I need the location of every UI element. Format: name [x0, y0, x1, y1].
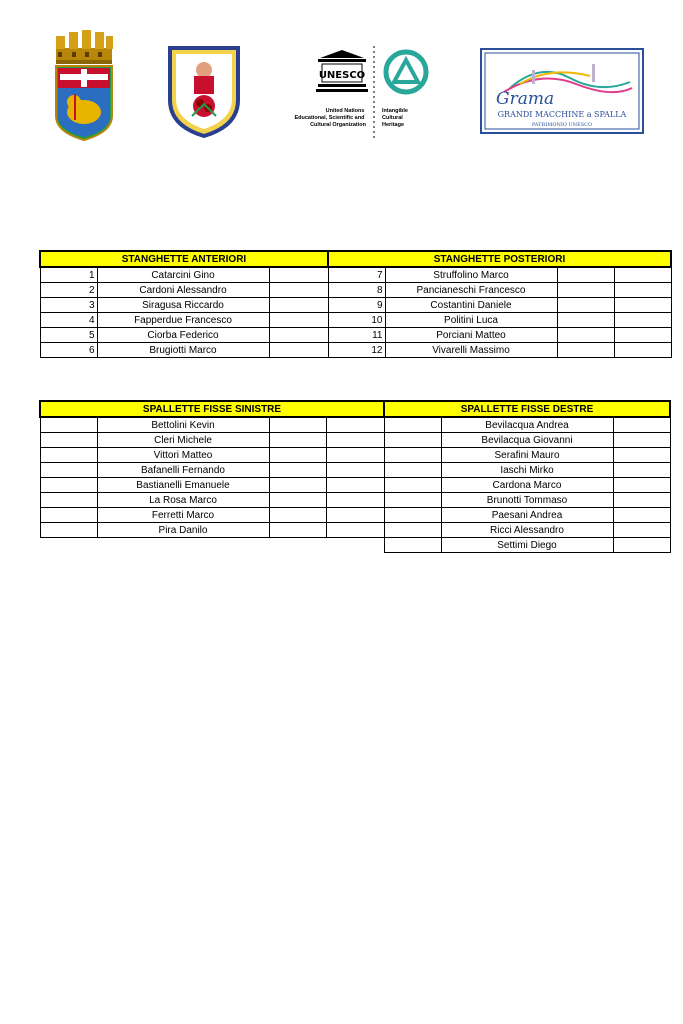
table-row — [40, 508, 384, 523]
empty-cell — [269, 493, 326, 508]
empty-cell — [613, 417, 670, 433]
table-row — [384, 433, 670, 448]
bearer-name: Cardoni Alessandro — [97, 283, 269, 298]
bearer-name: Cardona Marco — [441, 478, 613, 493]
stanghette-anteriori-title: STANGHETTE ANTERIORI — [40, 251, 328, 267]
empty-cell — [269, 508, 326, 523]
bearer-name: Brunotti Tommaso — [441, 493, 613, 508]
bearer-name: Bettolini Kevin — [97, 417, 269, 433]
unesco-wordmark: UNESCO — [318, 70, 366, 81]
empty-cell — [614, 343, 671, 358]
row-number: 3 — [40, 298, 97, 313]
row-number: 5 — [40, 328, 97, 343]
grama-wordmark: Grama — [496, 89, 555, 109]
empty-cell — [40, 463, 97, 478]
facchini-santa-rosa-logo — [166, 44, 242, 138]
bearer-name: Porciani Matteo — [385, 328, 557, 343]
row-number: 2 — [40, 283, 97, 298]
svg-text:Intangible Cultural — [382, 108, 410, 128]
empty-cell — [614, 283, 671, 298]
bearer-name: Fapperdue Francesco — [97, 313, 269, 328]
spallette-destre-table — [383, 400, 671, 553]
ich-line-1: Intangible — [382, 108, 408, 114]
unesco-org-line-3: Cultural Organization — [310, 122, 366, 128]
bearer-name: La Rosa Marco — [97, 493, 269, 508]
empty-cell — [326, 478, 384, 493]
table-row — [40, 343, 671, 358]
table-row — [384, 523, 670, 538]
empty-cell — [614, 298, 671, 313]
empty-cell — [384, 508, 441, 523]
empty-cell — [269, 523, 326, 538]
empty-cell — [326, 448, 384, 463]
empty-cell — [557, 343, 614, 358]
bearer-name: Cleri Michele — [97, 433, 269, 448]
empty-cell — [40, 493, 97, 508]
table-row — [40, 463, 384, 478]
table-row — [40, 493, 384, 508]
viterbo-coat-of-arms-logo — [50, 26, 118, 142]
row-number: 7 — [328, 267, 385, 283]
empty-cell — [40, 508, 97, 523]
empty-cell — [269, 343, 328, 358]
intangible-heritage-icon — [386, 52, 426, 92]
empty-cell — [613, 493, 670, 508]
empty-cell — [40, 523, 97, 538]
bearer-name: Pancianeschi Francesco — [385, 283, 557, 298]
row-number: 4 — [40, 313, 97, 328]
row-number: 6 — [40, 343, 97, 358]
spallette-destre-title: SPALLETTE FISSE DESTRE — [384, 401, 670, 417]
empty-cell — [613, 478, 670, 493]
empty-cell — [384, 523, 441, 538]
empty-cell — [384, 433, 441, 448]
empty-cell — [326, 417, 384, 433]
table-row — [40, 448, 384, 463]
stanghette-table — [39, 250, 672, 358]
table-row — [384, 538, 670, 553]
bearer-name: Siragusa Riccardo — [97, 298, 269, 313]
spallette-sinistre-header-row — [40, 401, 384, 417]
empty-cell — [269, 298, 328, 313]
empty-cell — [557, 298, 614, 313]
bearer-name: Pira Danilo — [97, 523, 269, 538]
unesco-ich-logo — [280, 44, 440, 140]
table-row — [40, 328, 671, 343]
crown-icon — [56, 30, 113, 64]
empty-cell — [384, 493, 441, 508]
table-row — [384, 448, 670, 463]
empty-cell — [326, 433, 384, 448]
spallette-sinistre-table — [39, 400, 385, 538]
row-number: 9 — [328, 298, 385, 313]
shield-icon — [56, 66, 112, 140]
empty-cell — [40, 433, 97, 448]
table-row — [384, 463, 670, 478]
empty-cell — [269, 463, 326, 478]
empty-cell — [557, 313, 614, 328]
bearer-name: Brugiotti Marco — [97, 343, 269, 358]
empty-cell — [614, 328, 671, 343]
empty-cell — [557, 267, 614, 283]
empty-cell — [613, 508, 670, 523]
table-row — [40, 313, 671, 328]
empty-cell — [613, 448, 670, 463]
row-number: 8 — [328, 283, 385, 298]
stanghette-posteriori-title: STANGHETTE POSTERIORI — [328, 251, 671, 267]
empty-cell — [384, 478, 441, 493]
empty-cell — [269, 283, 328, 298]
table-row — [384, 417, 670, 433]
bearer-name: Catarcini Gino — [97, 267, 269, 283]
empty-cell — [326, 523, 384, 538]
spallette-destre-header-row — [384, 401, 670, 417]
bearer-name: Politini Luca — [385, 313, 557, 328]
bearer-name: Struffolino Marco — [385, 267, 557, 283]
bearer-name: Paesani Andrea — [441, 508, 613, 523]
empty-cell — [326, 463, 384, 478]
grama-patrimonio: PATRIMONIO UNESCO — [531, 122, 593, 128]
bearer-name: Bevilacqua Giovanni — [441, 433, 613, 448]
empty-cell — [269, 433, 326, 448]
empty-cell — [269, 328, 328, 343]
table-row — [384, 493, 670, 508]
table-row — [40, 433, 384, 448]
empty-cell — [326, 493, 384, 508]
table-row — [384, 508, 670, 523]
table-row — [40, 478, 384, 493]
bearer-name: Vittori Matteo — [97, 448, 269, 463]
bearer-name: Bevilacqua Andrea — [441, 417, 613, 433]
stanghette-header-row — [40, 251, 671, 267]
empty-cell — [614, 267, 671, 283]
row-number: 12 — [328, 343, 385, 358]
empty-cell — [40, 417, 97, 433]
bearer-name: Settimi Diego — [441, 538, 613, 553]
unesco-org-line-1: United Nations — [325, 108, 365, 114]
empty-cell — [40, 478, 97, 493]
bearer-name: Ciorba Federico — [97, 328, 269, 343]
table-row — [40, 417, 384, 433]
empty-cell — [384, 538, 441, 553]
table-row — [40, 283, 671, 298]
svg-text:United Nations Education — [294, 108, 366, 128]
empty-cell — [384, 417, 441, 433]
ich-line-2: Cultural — [382, 115, 403, 121]
bearer-name: Bafanelli Fernando — [97, 463, 269, 478]
empty-cell — [326, 508, 384, 523]
empty-cell — [614, 313, 671, 328]
bearer-name: Ricci Alessandro — [441, 523, 613, 538]
table-row — [40, 523, 384, 538]
empty-cell — [269, 313, 328, 328]
empty-cell — [613, 463, 670, 478]
table-row — [40, 298, 671, 313]
empty-cell — [269, 478, 326, 493]
bearer-name: Ferretti Marco — [97, 508, 269, 523]
grama-grandi-macchine-logo — [480, 48, 644, 134]
bearer-name: Costantini Daniele — [385, 298, 557, 313]
empty-cell — [384, 448, 441, 463]
ich-line-3: Heritage — [382, 122, 405, 128]
empty-cell — [40, 448, 97, 463]
empty-cell — [269, 448, 326, 463]
empty-cell — [269, 267, 328, 283]
table-row — [384, 478, 670, 493]
bearer-name: Vivarelli Massimo — [385, 343, 557, 358]
grama-subtitle: GRANDI MACCHINE a SPALLA — [497, 110, 627, 119]
empty-cell — [613, 523, 670, 538]
unesco-org-line-2: Educational, Scientific and — [294, 115, 365, 121]
empty-cell — [613, 538, 670, 553]
bearer-name: Serafini Mauro — [441, 448, 613, 463]
bearer-name: Bastianelli Emanuele — [97, 478, 269, 493]
empty-cell — [557, 328, 614, 343]
bearer-name: Iaschi Mirko — [441, 463, 613, 478]
row-number: 1 — [40, 267, 97, 283]
empty-cell — [557, 283, 614, 298]
empty-cell — [269, 417, 326, 433]
unesco-temple-icon — [316, 50, 368, 92]
table-row — [40, 267, 671, 283]
spallette-sinistre-title: SPALLETTE FISSE SINISTRE — [40, 401, 384, 417]
empty-cell — [613, 433, 670, 448]
empty-cell — [384, 463, 441, 478]
row-number: 10 — [328, 313, 385, 328]
row-number: 11 — [328, 328, 385, 343]
